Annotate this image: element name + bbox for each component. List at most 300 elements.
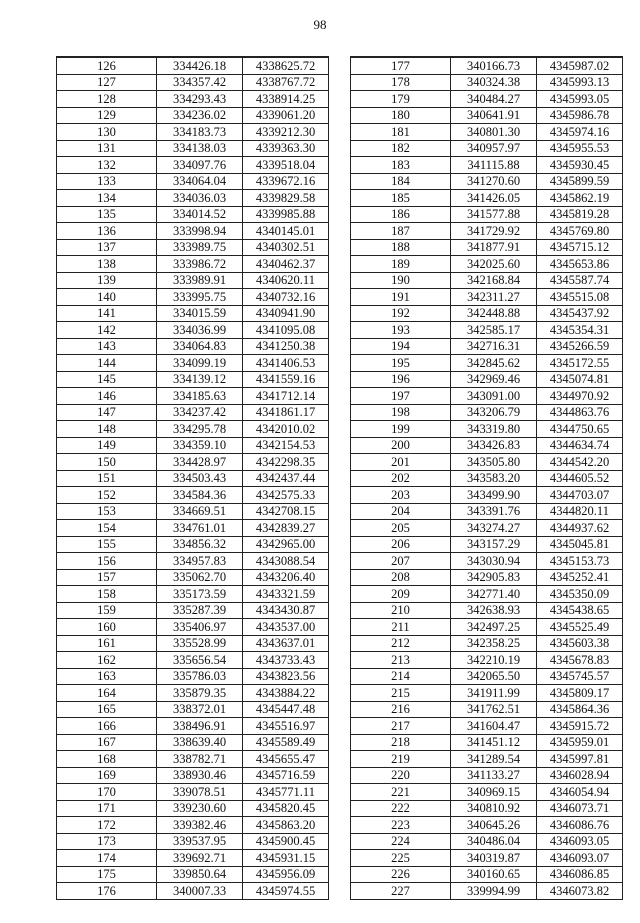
table-row <box>57 470 329 487</box>
table-row <box>351 833 623 850</box>
x-coordinate-cell: 339230.60 <box>157 800 243 817</box>
table-row <box>57 800 329 817</box>
x-coordinate-cell: 338930.46 <box>157 767 243 784</box>
x-coordinate-cell: 342358.25 <box>451 635 537 652</box>
table-row <box>351 140 623 157</box>
table-row <box>351 107 623 124</box>
x-coordinate-cell: 338639.40 <box>157 734 243 751</box>
x-coordinate-cell: 334138.03 <box>157 140 243 157</box>
table-row <box>57 817 329 834</box>
table-row <box>57 635 329 652</box>
point-number-cell: 141 <box>57 305 157 322</box>
point-number-cell: 147 <box>57 404 157 421</box>
table-row <box>57 173 329 190</box>
x-coordinate-cell: 340007.33 <box>157 883 243 900</box>
y-coordinate-cell: 4345715.12 <box>537 239 623 256</box>
y-coordinate-cell: 4345653.86 <box>537 256 623 273</box>
x-coordinate-cell: 338782.71 <box>157 751 243 768</box>
y-coordinate-cell: 4339212.30 <box>243 124 329 141</box>
y-coordinate-cell: 4346073.71 <box>537 800 623 817</box>
point-number-cell: 163 <box>57 668 157 685</box>
table-row <box>351 536 623 553</box>
x-coordinate-cell: 343391.76 <box>451 503 537 520</box>
y-coordinate-cell: 4339061.20 <box>243 107 329 124</box>
point-number-cell: 189 <box>351 256 451 273</box>
y-coordinate-cell: 4345771.11 <box>243 784 329 801</box>
table-row <box>57 866 329 883</box>
table-row <box>57 74 329 91</box>
point-number-cell: 176 <box>57 883 157 900</box>
x-coordinate-cell: 343499.90 <box>451 487 537 504</box>
y-coordinate-cell: 4345997.81 <box>537 751 623 768</box>
y-coordinate-cell: 4345589.49 <box>243 734 329 751</box>
y-coordinate-cell: 4345525.49 <box>537 619 623 636</box>
x-coordinate-cell: 334139.12 <box>157 371 243 388</box>
x-coordinate-cell: 334957.83 <box>157 553 243 570</box>
point-number-cell: 221 <box>351 784 451 801</box>
x-coordinate-cell: 341133.27 <box>451 767 537 784</box>
table-row <box>351 767 623 784</box>
y-coordinate-cell: 4344863.76 <box>537 404 623 421</box>
x-coordinate-cell: 342168.84 <box>451 272 537 289</box>
x-coordinate-cell: 340160.65 <box>451 866 537 883</box>
table-row <box>351 57 623 74</box>
x-coordinate-cell: 334357.42 <box>157 74 243 91</box>
point-number-cell: 173 <box>57 833 157 850</box>
x-coordinate-cell: 334669.51 <box>157 503 243 520</box>
table-row <box>351 157 623 174</box>
table-row <box>351 404 623 421</box>
y-coordinate-cell: 4345993.13 <box>537 74 623 91</box>
x-coordinate-cell: 334359.10 <box>157 437 243 454</box>
y-coordinate-cell: 4345993.05 <box>537 91 623 108</box>
x-coordinate-cell: 334183.73 <box>157 124 243 141</box>
y-coordinate-cell: 4345987.02 <box>537 57 623 74</box>
table-row <box>57 520 329 537</box>
table-row <box>351 305 623 322</box>
x-coordinate-cell: 334097.76 <box>157 157 243 174</box>
point-number-cell: 217 <box>351 718 451 735</box>
point-number-cell: 154 <box>57 520 157 537</box>
y-coordinate-cell: 4346093.05 <box>537 833 623 850</box>
y-coordinate-cell: 4345655.47 <box>243 751 329 768</box>
x-coordinate-cell: 341729.92 <box>451 223 537 240</box>
x-coordinate-cell: 334761.01 <box>157 520 243 537</box>
x-coordinate-cell: 342771.40 <box>451 586 537 603</box>
point-number-cell: 224 <box>351 833 451 850</box>
point-number-cell: 181 <box>351 124 451 141</box>
x-coordinate-cell: 342025.60 <box>451 256 537 273</box>
y-coordinate-cell: 4344937.62 <box>537 520 623 537</box>
point-number-cell: 222 <box>351 800 451 817</box>
y-coordinate-cell: 4345863.20 <box>243 817 329 834</box>
y-coordinate-cell: 4345809.17 <box>537 685 623 702</box>
point-number-cell: 195 <box>351 355 451 372</box>
point-number-cell: 215 <box>351 685 451 702</box>
table-row <box>351 850 623 867</box>
point-number-cell: 179 <box>351 91 451 108</box>
x-coordinate-cell: 340957.97 <box>451 140 537 157</box>
y-coordinate-cell: 4346086.76 <box>537 817 623 834</box>
x-coordinate-cell: 342497.25 <box>451 619 537 636</box>
y-coordinate-cell: 4344820.11 <box>537 503 623 520</box>
table-row <box>57 421 329 438</box>
table-row <box>351 784 623 801</box>
point-number-cell: 227 <box>351 883 451 900</box>
y-coordinate-cell: 4342437.44 <box>243 470 329 487</box>
table-row <box>57 619 329 636</box>
table-row <box>351 338 623 355</box>
y-coordinate-cell: 4345447.48 <box>243 701 329 718</box>
y-coordinate-cell: 4345153.73 <box>537 553 623 570</box>
y-coordinate-cell: 4343733.43 <box>243 652 329 669</box>
table-row <box>57 91 329 108</box>
table-row <box>57 767 329 784</box>
table-row <box>351 586 623 603</box>
x-coordinate-cell: 339537.95 <box>157 833 243 850</box>
point-number-cell: 193 <box>351 322 451 339</box>
point-number-cell: 219 <box>351 751 451 768</box>
table-row <box>351 74 623 91</box>
table-row <box>57 751 329 768</box>
point-number-cell: 171 <box>57 800 157 817</box>
x-coordinate-cell: 340324.38 <box>451 74 537 91</box>
point-number-cell: 160 <box>57 619 157 636</box>
table-row <box>351 371 623 388</box>
x-coordinate-cell: 339382.46 <box>157 817 243 834</box>
y-coordinate-cell: 4346028.94 <box>537 767 623 784</box>
x-coordinate-cell: 341877.91 <box>451 239 537 256</box>
point-number-cell: 140 <box>57 289 157 306</box>
point-number-cell: 133 <box>57 173 157 190</box>
y-coordinate-cell: 4345045.81 <box>537 536 623 553</box>
x-coordinate-cell: 335656.54 <box>157 652 243 669</box>
point-number-cell: 211 <box>351 619 451 636</box>
table-row <box>351 520 623 537</box>
coordinates-table-left <box>56 56 329 900</box>
y-coordinate-cell: 4339518.04 <box>243 157 329 174</box>
point-number-cell: 196 <box>351 371 451 388</box>
x-coordinate-cell: 335528.99 <box>157 635 243 652</box>
table-row <box>351 487 623 504</box>
point-number-cell: 126 <box>57 57 157 74</box>
table-row <box>57 388 329 405</box>
point-number-cell: 206 <box>351 536 451 553</box>
y-coordinate-cell: 4345974.55 <box>243 883 329 900</box>
table-row <box>351 206 623 223</box>
point-number-cell: 151 <box>57 470 157 487</box>
point-number-cell: 128 <box>57 91 157 108</box>
y-coordinate-cell: 4341406.53 <box>243 355 329 372</box>
table-row <box>57 57 329 74</box>
x-coordinate-cell: 334099.19 <box>157 355 243 372</box>
point-number-cell: 218 <box>351 734 451 751</box>
point-number-cell: 149 <box>57 437 157 454</box>
point-number-cell: 157 <box>57 569 157 586</box>
x-coordinate-cell: 334295.78 <box>157 421 243 438</box>
point-number-cell: 144 <box>57 355 157 372</box>
x-coordinate-cell: 342311.27 <box>451 289 537 306</box>
x-coordinate-cell: 339692.71 <box>157 850 243 867</box>
point-number-cell: 142 <box>57 322 157 339</box>
table-row <box>351 718 623 735</box>
y-coordinate-cell: 4343823.56 <box>243 668 329 685</box>
y-coordinate-cell: 4339985.88 <box>243 206 329 223</box>
x-coordinate-cell: 341604.47 <box>451 718 537 735</box>
x-coordinate-cell: 342716.31 <box>451 338 537 355</box>
table-row <box>351 635 623 652</box>
table-row <box>351 173 623 190</box>
page-number: 98 <box>313 17 327 32</box>
table-row <box>57 850 329 867</box>
x-coordinate-cell: 340641.91 <box>451 107 537 124</box>
table-row <box>57 701 329 718</box>
point-number-cell: 225 <box>351 850 451 867</box>
table-row <box>351 289 623 306</box>
table-row <box>351 223 623 240</box>
table-row <box>57 322 329 339</box>
y-coordinate-cell: 4345955.53 <box>537 140 623 157</box>
x-coordinate-cell: 343206.79 <box>451 404 537 421</box>
table-row <box>351 470 623 487</box>
y-coordinate-cell: 4346054.94 <box>537 784 623 801</box>
y-coordinate-cell: 4345930.45 <box>537 157 623 174</box>
y-coordinate-cell: 4344750.65 <box>537 421 623 438</box>
table-row <box>351 272 623 289</box>
x-coordinate-cell: 340319.87 <box>451 850 537 867</box>
point-number-cell: 155 <box>57 536 157 553</box>
point-number-cell: 220 <box>351 767 451 784</box>
x-coordinate-cell: 334428.97 <box>157 454 243 471</box>
point-number-cell: 204 <box>351 503 451 520</box>
table-row <box>351 569 623 586</box>
point-number-cell: 191 <box>351 289 451 306</box>
point-number-cell: 170 <box>57 784 157 801</box>
point-number-cell: 190 <box>351 272 451 289</box>
table-row <box>57 586 329 603</box>
point-number-cell: 174 <box>57 850 157 867</box>
y-coordinate-cell: 4342298.35 <box>243 454 329 471</box>
point-number-cell: 150 <box>57 454 157 471</box>
y-coordinate-cell: 4339672.16 <box>243 173 329 190</box>
point-number-cell: 134 <box>57 190 157 207</box>
table-row <box>351 421 623 438</box>
y-coordinate-cell: 4344634.74 <box>537 437 623 454</box>
y-coordinate-cell: 4345354.31 <box>537 322 623 339</box>
x-coordinate-cell: 342448.88 <box>451 305 537 322</box>
table-row <box>351 668 623 685</box>
x-coordinate-cell: 333989.75 <box>157 239 243 256</box>
table-row <box>351 883 623 900</box>
x-coordinate-cell: 343157.29 <box>451 536 537 553</box>
y-coordinate-cell: 4345931.15 <box>243 850 329 867</box>
y-coordinate-cell: 4343430.87 <box>243 602 329 619</box>
table-row <box>57 190 329 207</box>
x-coordinate-cell: 342065.50 <box>451 668 537 685</box>
x-coordinate-cell: 333986.72 <box>157 256 243 273</box>
table-row <box>57 256 329 273</box>
y-coordinate-cell: 4340462.37 <box>243 256 329 273</box>
x-coordinate-cell: 343583.20 <box>451 470 537 487</box>
point-number-cell: 127 <box>57 74 157 91</box>
x-coordinate-cell: 338496.91 <box>157 718 243 735</box>
x-coordinate-cell: 333998.94 <box>157 223 243 240</box>
y-coordinate-cell: 4345819.28 <box>537 206 623 223</box>
x-coordinate-cell: 333995.75 <box>157 289 243 306</box>
table-row <box>351 652 623 669</box>
table-row <box>57 784 329 801</box>
y-coordinate-cell: 4345678.83 <box>537 652 623 669</box>
y-coordinate-cell: 4345350.09 <box>537 586 623 603</box>
table-row <box>351 817 623 834</box>
point-number-cell: 183 <box>351 157 451 174</box>
y-coordinate-cell: 4345603.38 <box>537 635 623 652</box>
y-coordinate-cell: 4344542.20 <box>537 454 623 471</box>
table-row <box>351 190 623 207</box>
point-number-cell: 205 <box>351 520 451 537</box>
x-coordinate-cell: 341577.88 <box>451 206 537 223</box>
y-coordinate-cell: 4339363.30 <box>243 140 329 157</box>
table-row <box>351 454 623 471</box>
point-number-cell: 169 <box>57 767 157 784</box>
point-number-cell: 135 <box>57 206 157 223</box>
x-coordinate-cell: 341451.12 <box>451 734 537 751</box>
y-coordinate-cell: 4344605.52 <box>537 470 623 487</box>
y-coordinate-cell: 4344970.92 <box>537 388 623 405</box>
x-coordinate-cell: 339078.51 <box>157 784 243 801</box>
table-row <box>351 322 623 339</box>
table-row <box>351 800 623 817</box>
x-coordinate-cell: 334236.02 <box>157 107 243 124</box>
x-coordinate-cell: 340810.92 <box>451 800 537 817</box>
y-coordinate-cell: 4345956.09 <box>243 866 329 883</box>
point-number-cell: 136 <box>57 223 157 240</box>
y-coordinate-cell: 4345745.57 <box>537 668 623 685</box>
y-coordinate-cell: 4342575.33 <box>243 487 329 504</box>
x-coordinate-cell: 342638.93 <box>451 602 537 619</box>
x-coordinate-cell: 342585.17 <box>451 322 537 339</box>
x-coordinate-cell: 338372.01 <box>157 701 243 718</box>
y-coordinate-cell: 4345959.01 <box>537 734 623 751</box>
table-row <box>57 305 329 322</box>
point-number-cell: 200 <box>351 437 451 454</box>
point-number-cell: 137 <box>57 239 157 256</box>
point-number-cell: 216 <box>351 701 451 718</box>
point-number-cell: 158 <box>57 586 157 603</box>
table-row <box>57 437 329 454</box>
point-number-cell: 210 <box>351 602 451 619</box>
table-row <box>57 289 329 306</box>
x-coordinate-cell: 341115.88 <box>451 157 537 174</box>
y-coordinate-cell: 4345986.78 <box>537 107 623 124</box>
y-coordinate-cell: 4343206.40 <box>243 569 329 586</box>
table-row <box>351 602 623 619</box>
x-coordinate-cell: 340486.04 <box>451 833 537 850</box>
y-coordinate-cell: 4346073.82 <box>537 883 623 900</box>
table-row <box>57 223 329 240</box>
point-number-cell: 178 <box>351 74 451 91</box>
table-row <box>351 751 623 768</box>
table-row <box>57 206 329 223</box>
x-coordinate-cell: 343319.80 <box>451 421 537 438</box>
y-coordinate-cell: 4345899.59 <box>537 173 623 190</box>
x-coordinate-cell: 343426.83 <box>451 437 537 454</box>
y-coordinate-cell: 4345074.81 <box>537 371 623 388</box>
point-number-cell: 184 <box>351 173 451 190</box>
y-coordinate-cell: 4341559.16 <box>243 371 329 388</box>
point-number-cell: 180 <box>351 107 451 124</box>
table-row <box>351 503 623 520</box>
point-number-cell: 213 <box>351 652 451 669</box>
point-number-cell: 201 <box>351 454 451 471</box>
y-coordinate-cell: 4345515.08 <box>537 289 623 306</box>
point-number-cell: 139 <box>57 272 157 289</box>
table-row <box>57 157 329 174</box>
y-coordinate-cell: 4346093.07 <box>537 850 623 867</box>
x-coordinate-cell: 341426.05 <box>451 190 537 207</box>
y-coordinate-cell: 4345587.74 <box>537 272 623 289</box>
x-coordinate-cell: 340969.15 <box>451 784 537 801</box>
y-coordinate-cell: 4343088.54 <box>243 553 329 570</box>
point-number-cell: 132 <box>57 157 157 174</box>
table-row <box>57 833 329 850</box>
y-coordinate-cell: 4343637.01 <box>243 635 329 652</box>
x-coordinate-cell: 342210.19 <box>451 652 537 669</box>
x-coordinate-cell: 334856.32 <box>157 536 243 553</box>
x-coordinate-cell: 335879.35 <box>157 685 243 702</box>
point-number-cell: 188 <box>351 239 451 256</box>
table-row <box>57 272 329 289</box>
x-coordinate-cell: 342845.62 <box>451 355 537 372</box>
point-number-cell: 138 <box>57 256 157 273</box>
x-coordinate-cell: 341911.99 <box>451 685 537 702</box>
point-number-cell: 186 <box>351 206 451 223</box>
y-coordinate-cell: 4345172.55 <box>537 355 623 372</box>
point-number-cell: 226 <box>351 866 451 883</box>
table-row <box>57 404 329 421</box>
x-coordinate-cell: 335173.59 <box>157 586 243 603</box>
x-coordinate-cell: 334503.43 <box>157 470 243 487</box>
x-coordinate-cell: 340484.27 <box>451 91 537 108</box>
table-row <box>57 569 329 586</box>
x-coordinate-cell: 334036.03 <box>157 190 243 207</box>
y-coordinate-cell: 4338767.72 <box>243 74 329 91</box>
x-coordinate-cell: 334014.52 <box>157 206 243 223</box>
table-row <box>57 140 329 157</box>
x-coordinate-cell: 335062.70 <box>157 569 243 586</box>
x-coordinate-cell: 340801.30 <box>451 124 537 141</box>
point-number-cell: 207 <box>351 553 451 570</box>
y-coordinate-cell: 4342839.27 <box>243 520 329 537</box>
table-row <box>351 91 623 108</box>
point-number-cell: 156 <box>57 553 157 570</box>
y-coordinate-cell: 4345266.59 <box>537 338 623 355</box>
x-coordinate-cell: 334426.18 <box>157 57 243 74</box>
x-coordinate-cell: 343505.80 <box>451 454 537 471</box>
y-coordinate-cell: 4338914.25 <box>243 91 329 108</box>
y-coordinate-cell: 4340302.51 <box>243 239 329 256</box>
table-row <box>351 866 623 883</box>
coordinates-table-right <box>350 56 623 900</box>
point-number-cell: 168 <box>57 751 157 768</box>
point-number-cell: 192 <box>351 305 451 322</box>
y-coordinate-cell: 4341095.08 <box>243 322 329 339</box>
x-coordinate-cell: 334237.42 <box>157 404 243 421</box>
x-coordinate-cell: 339850.64 <box>157 866 243 883</box>
point-number-cell: 143 <box>57 338 157 355</box>
point-number-cell: 198 <box>351 404 451 421</box>
table-row <box>57 487 329 504</box>
